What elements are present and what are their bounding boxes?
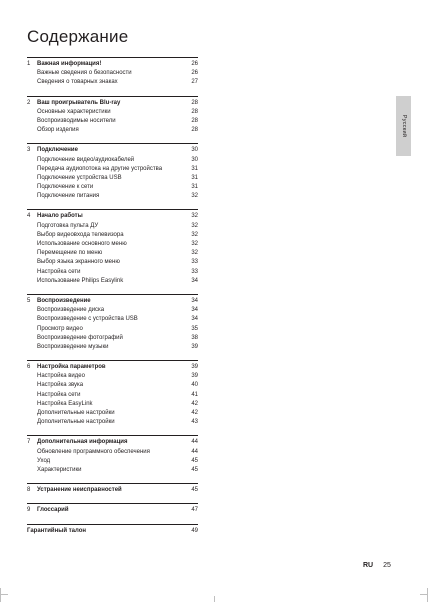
entry-label: Настройка сети xyxy=(37,268,81,275)
entry-page: 28 xyxy=(191,108,198,115)
section-gap xyxy=(27,286,198,294)
section-title: Дополнительная информация xyxy=(37,439,128,446)
toc-entry xyxy=(27,183,198,192)
entry-page: 44 xyxy=(191,448,198,455)
entry-label: Настройка видео xyxy=(37,373,85,380)
entry-page: 30 xyxy=(191,156,198,163)
entry-label: Использование основного меню xyxy=(37,241,127,247)
entry-page: 41 xyxy=(191,391,198,398)
section-number: 8 xyxy=(27,487,31,494)
toc-entry xyxy=(27,277,198,286)
toc-section-heading xyxy=(27,486,198,495)
entry-page: 28 xyxy=(191,117,198,124)
toc-entry xyxy=(27,231,198,240)
section-gap xyxy=(27,352,198,360)
section-divider xyxy=(27,360,198,361)
entry-page: 34 xyxy=(191,277,198,284)
warranty-label: Гарантийный талон xyxy=(27,527,87,534)
entry-label: Основные характеристики xyxy=(37,108,111,115)
section-gap xyxy=(27,201,198,209)
entry-page: 33 xyxy=(191,268,198,275)
section-number: 2 xyxy=(27,99,31,106)
crop-mark xyxy=(0,588,1,602)
entry-label: Дополнительные настройки xyxy=(37,410,115,416)
toc-entry xyxy=(27,409,198,418)
toc-entry xyxy=(27,381,198,390)
entry-page: 34 xyxy=(191,307,198,314)
toc-section-heading xyxy=(27,60,198,69)
entry-page: 42 xyxy=(191,410,198,416)
entry-page: 38 xyxy=(191,334,198,341)
entry-page: 31 xyxy=(191,165,198,172)
entry-page: 31 xyxy=(191,174,198,181)
toc-section xyxy=(27,146,198,201)
toc-entry xyxy=(27,174,198,183)
toc-section xyxy=(27,506,198,515)
entry-page: 32 xyxy=(191,241,198,247)
toc-entry xyxy=(27,334,198,343)
entry-page: 40 xyxy=(191,382,198,389)
section-divider xyxy=(27,143,198,144)
toc-section xyxy=(27,486,198,495)
entry-page: 27 xyxy=(191,79,198,86)
toc-entry xyxy=(27,448,198,457)
section-gap xyxy=(27,135,198,143)
toc-entry xyxy=(27,156,198,165)
section-page: 44 xyxy=(191,439,198,446)
entry-page: 28 xyxy=(191,127,198,134)
page-footer xyxy=(363,562,391,569)
section-page: 34 xyxy=(191,297,198,304)
section-gap xyxy=(27,516,198,524)
section-divider xyxy=(27,294,198,295)
footer-language-code: RU xyxy=(363,562,374,569)
entry-page: 26 xyxy=(191,70,198,77)
toc-entry xyxy=(27,306,198,315)
toc-entry xyxy=(27,391,198,400)
entry-label: Выбор видеовхода телевизора xyxy=(37,231,124,238)
entry-page: 35 xyxy=(191,325,198,332)
toc-entry xyxy=(27,315,198,324)
section-number: 4 xyxy=(27,213,31,220)
section-page: 47 xyxy=(191,507,198,514)
section-divider xyxy=(27,524,198,525)
section-page: 39 xyxy=(191,364,198,371)
entry-page: 39 xyxy=(191,373,198,380)
entry-page: 32 xyxy=(191,222,198,229)
entry-label: Подключение к сети xyxy=(37,184,94,191)
entry-page: 42 xyxy=(191,400,198,407)
entry-page: 39 xyxy=(191,343,198,350)
section-number: 9 xyxy=(27,507,31,514)
toc-entry xyxy=(27,249,198,258)
section-gap xyxy=(27,475,198,483)
toc-section-heading xyxy=(27,99,198,108)
entry-label: Важные сведения о безопасности xyxy=(37,70,132,77)
entry-page: 31 xyxy=(191,184,198,191)
entry-label: Выбор языка экранного меню xyxy=(37,259,120,266)
entry-label: Воспроизводимые носители xyxy=(37,117,116,124)
section-title: Ваш проигрыватель Blu-ray xyxy=(37,99,121,106)
section-title: Начало работы xyxy=(37,213,83,220)
entry-label: Использование Philips Easylink xyxy=(37,277,124,284)
toc-section xyxy=(27,60,198,88)
toc-entry xyxy=(27,240,198,249)
toc-entry xyxy=(27,457,198,466)
section-page: 45 xyxy=(191,487,198,494)
section-number: 6 xyxy=(27,364,31,371)
toc-entry xyxy=(27,400,198,409)
entry-page: 45 xyxy=(191,457,198,464)
entry-label: Обновление программного обеспечения xyxy=(37,448,150,455)
toc-section-heading xyxy=(27,363,198,372)
entry-label: Характеристики xyxy=(37,466,82,473)
footer-page-number: 25 xyxy=(383,562,391,569)
entry-label: Настройка звука xyxy=(37,382,84,389)
section-divider xyxy=(27,503,198,504)
section-page: 32 xyxy=(191,213,198,220)
section-divider xyxy=(27,435,198,436)
section-number: 5 xyxy=(27,297,31,304)
section-number: 7 xyxy=(27,439,31,446)
toc-entry xyxy=(27,222,198,231)
toc-entry xyxy=(27,372,198,381)
entry-label: Подключение питания xyxy=(37,193,100,200)
toc-entry xyxy=(27,108,198,117)
section-divider xyxy=(27,57,198,58)
entry-label: Уход xyxy=(37,457,51,464)
section-divider xyxy=(27,209,198,210)
entry-label: Настройка сети xyxy=(37,391,81,398)
section-title: Подключение xyxy=(37,147,78,154)
toc-entry xyxy=(27,192,198,201)
entry-label: Подключение устройства USB xyxy=(37,174,122,181)
table-of-contents xyxy=(27,57,198,536)
entry-label: Воспроизведение фотографий xyxy=(37,334,123,341)
section-page: 30 xyxy=(191,147,198,154)
section-number: 3 xyxy=(27,147,31,154)
entry-page: 32 xyxy=(191,231,198,238)
section-title: Настройка параметров xyxy=(37,364,106,371)
entry-label: Просмотр видео xyxy=(37,325,83,332)
section-title: Устранение неисправностей xyxy=(37,487,122,494)
toc-section-heading xyxy=(27,297,198,306)
section-title: Воспроизведение xyxy=(37,297,91,304)
entry-label: Передача аудиопотока на другие устройства xyxy=(37,165,163,172)
entry-page: 32 xyxy=(191,250,198,257)
section-gap xyxy=(27,427,198,435)
warranty-entry xyxy=(27,527,198,536)
toc-entry xyxy=(27,117,198,126)
entry-label: Перемещение по меню xyxy=(37,250,103,257)
language-side-tab-label: Русский xyxy=(400,114,407,138)
section-gap xyxy=(27,88,198,96)
entry-page: 43 xyxy=(191,419,198,426)
toc-section xyxy=(27,212,198,286)
entry-label: Подключение видео/аудиокабелей xyxy=(37,156,135,163)
section-title: Важная информация! xyxy=(37,61,102,67)
toc-entry xyxy=(27,78,198,87)
toc-entry xyxy=(27,418,198,427)
toc-section-heading xyxy=(27,212,198,221)
entry-label: Воспроизведение диска xyxy=(37,307,105,314)
toc-section-heading xyxy=(27,146,198,155)
section-page: 28 xyxy=(191,99,198,106)
entry-label: Подготовка пульта ДУ xyxy=(37,222,99,229)
toc-section xyxy=(27,99,198,136)
section-divider xyxy=(27,483,198,484)
toc-section xyxy=(27,363,198,427)
toc-section-heading xyxy=(27,438,198,447)
toc-section xyxy=(27,297,198,352)
toc-entry xyxy=(27,165,198,174)
crop-mark xyxy=(0,594,8,595)
toc-entry xyxy=(27,268,198,277)
toc-entry xyxy=(27,126,198,135)
language-side-tab xyxy=(396,96,411,156)
crop-mark xyxy=(214,596,215,602)
toc-entry xyxy=(27,343,198,352)
page-title: Содержание xyxy=(27,27,129,46)
entry-page: 33 xyxy=(191,259,198,266)
toc-entry xyxy=(27,258,198,267)
toc-section-heading xyxy=(27,506,198,515)
entry-label: Дополнительные настройки xyxy=(37,419,115,426)
toc-entry xyxy=(27,466,198,475)
toc-entry xyxy=(27,325,198,334)
toc-warranty xyxy=(27,527,198,536)
warranty-page: 49 xyxy=(191,527,198,534)
entry-label: Настройка EasyLink xyxy=(37,400,93,407)
section-divider xyxy=(27,96,198,97)
section-page: 26 xyxy=(191,61,198,67)
entry-label: Сведения о товарных знаках xyxy=(37,79,118,86)
section-number: 1 xyxy=(27,61,31,67)
entry-label: Воспроизведение с устройства USB xyxy=(37,316,138,323)
section-title: Глоссарий xyxy=(37,507,69,514)
entry-label: Воспроизведение музыки xyxy=(37,343,109,350)
toc-entry xyxy=(27,69,198,78)
section-gap xyxy=(27,495,198,503)
entry-label: Обзор изделия xyxy=(37,127,79,134)
entry-page: 32 xyxy=(191,193,198,200)
entry-page: 45 xyxy=(191,466,198,473)
entry-page: 34 xyxy=(191,316,198,323)
toc-section xyxy=(27,438,198,475)
